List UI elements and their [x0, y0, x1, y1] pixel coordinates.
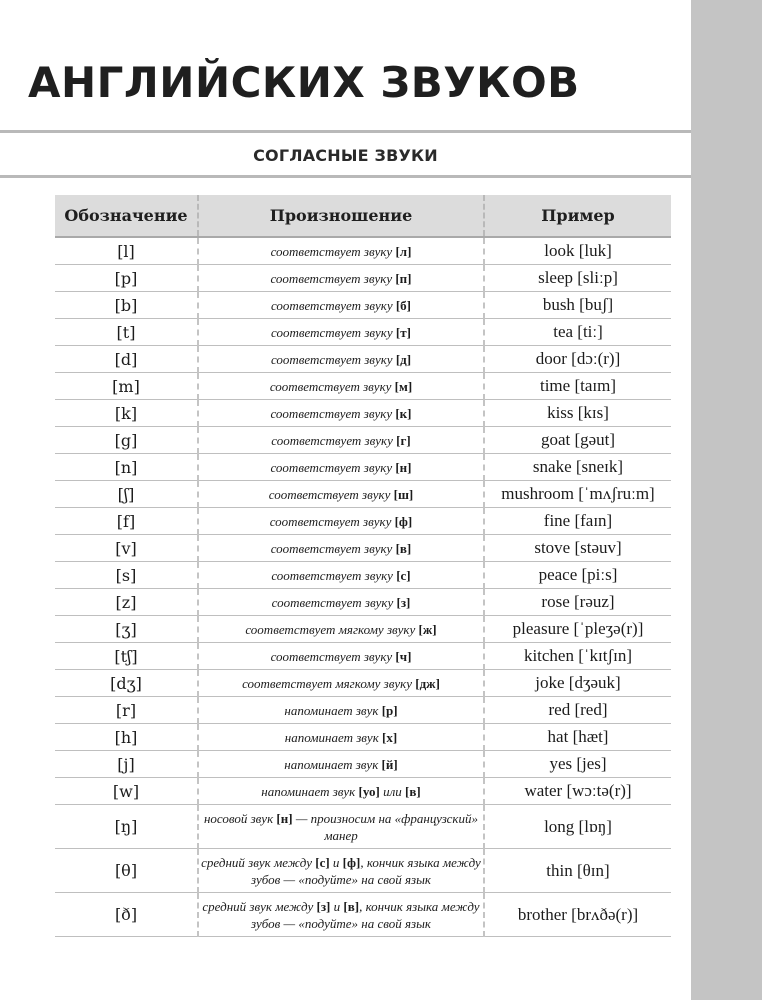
- pronunciation-cell: [198, 454, 484, 481]
- pronunciation-cell: [198, 481, 484, 508]
- sound-symbol: [b]: [55, 292, 198, 319]
- example-word: tea [tiː]: [484, 319, 671, 346]
- pronunciation-russian-sound: [ш]: [393, 486, 414, 502]
- page-title: АНГЛИЙСКИХ ЗВУКОВ: [28, 58, 580, 107]
- pronunciation-cell: [198, 670, 484, 697]
- sound-symbol: [dʒ]: [55, 670, 198, 697]
- example-word: kiss [kɪs]: [484, 400, 671, 427]
- example-word: brother [brʌðə(r)]: [484, 893, 671, 937]
- pronunciation-text: соответствует звуку: [269, 513, 395, 529]
- pronunciation-russian-sound: [дж]: [415, 675, 440, 691]
- pronunciation-cell: [198, 292, 484, 319]
- pronunciation-russian-sound: [в]: [395, 540, 412, 556]
- title-divider: [0, 130, 691, 133]
- example-word: time [taɪm]: [484, 373, 671, 400]
- pronunciation-text: средний звук между: [201, 854, 316, 870]
- example-word: mushroom [ˈmʌʃruːm]: [484, 481, 671, 508]
- pronunciation-text: , кончик языка между зубов — «подуйте» на свой язык: [251, 898, 480, 931]
- pronunciation-russian-sound: [м]: [394, 378, 413, 394]
- pronunciation-text: соответствует звуку: [271, 432, 397, 448]
- pronunciation-cell: [198, 400, 484, 427]
- pronunciation-russian-sound: [л]: [395, 243, 412, 259]
- sound-symbol: [h]: [55, 724, 198, 751]
- pronunciation-text: соответствует звуку: [270, 540, 396, 556]
- pronunciation-russian-sound: [к]: [395, 405, 412, 421]
- example-word: door [dɔː(r)]: [484, 346, 671, 373]
- sound-symbol: [l]: [55, 237, 198, 265]
- example-word: goat [gəut]: [484, 427, 671, 454]
- table-row: [55, 508, 671, 535]
- pronunciation-text: напоминает звук: [284, 756, 382, 772]
- table-row: [55, 805, 671, 849]
- example-word: long [lɒŋ]: [484, 805, 671, 849]
- example-word: rose [rəuz]: [484, 589, 671, 616]
- pronunciation-cell: [198, 724, 484, 751]
- pronunciation-cell: [198, 893, 484, 937]
- pronunciation-russian-sound: [г]: [396, 432, 411, 448]
- sound-symbol: [n]: [55, 454, 198, 481]
- pronunciation-russian-sound: [н]: [276, 810, 293, 826]
- pronunciation-cell: [198, 237, 484, 265]
- pronunciation-russian-sound: [в]: [343, 898, 360, 914]
- table-row: [55, 346, 671, 373]
- pronunciation-text: соответствует звуку: [270, 459, 396, 475]
- pronunciation-russian-sound: [х]: [382, 729, 398, 745]
- table-row: [55, 616, 671, 643]
- table-row: [55, 778, 671, 805]
- table-row: [55, 535, 671, 562]
- table-row: [55, 697, 671, 724]
- example-word: kitchen [ˈkɪtʃɪn]: [484, 643, 671, 670]
- pronunciation-russian-sound: [б]: [395, 297, 412, 313]
- example-word: peace [piːs]: [484, 562, 671, 589]
- table-row: [55, 562, 671, 589]
- table-row: [55, 849, 671, 893]
- pronunciation-text: соответствует звуку: [269, 378, 395, 394]
- pronunciation-text: соответствует мягкому звуку: [242, 675, 416, 691]
- table-row: [55, 751, 671, 778]
- pronunciation-text: соответствует звуку: [270, 351, 396, 367]
- table-row: [55, 400, 671, 427]
- pronunciation-cell: [198, 427, 484, 454]
- sound-symbol: [j]: [55, 751, 198, 778]
- pronunciation-cell: [198, 346, 484, 373]
- pronunciation-russian-sound: [й]: [381, 756, 398, 772]
- pronunciation-russian-sound: [ф]: [342, 854, 361, 870]
- pronunciation-text: соответствует звуку: [270, 243, 396, 259]
- pronunciation-cell: [198, 535, 484, 562]
- pronunciation-text: соответствует звуку: [271, 567, 397, 583]
- section-divider: [0, 175, 691, 178]
- example-word: bush [buʃ]: [484, 292, 671, 319]
- header-symbol: Обозначение: [55, 195, 198, 237]
- section-title: СОГЛАСНЫЕ ЗВУКИ: [253, 146, 438, 165]
- pronunciation-text: или: [379, 783, 406, 799]
- pronunciation-russian-sound: [в]: [405, 783, 421, 799]
- example-word: red [red]: [484, 697, 671, 724]
- example-word: yes [jes]: [484, 751, 671, 778]
- example-word: look [luk]: [484, 237, 671, 265]
- pronunciation-cell: [198, 589, 484, 616]
- pronunciation-text: , кончик языка между зубов — «подуйте» на свой язык: [251, 854, 481, 887]
- pronunciation-text: и: [329, 854, 343, 870]
- sound-symbol: [θ]: [55, 849, 198, 893]
- pronunciation-russian-sound: [т]: [395, 324, 411, 340]
- pronunciation-russian-sound: [ч]: [395, 648, 412, 664]
- example-word: pleasure [ˈpleʒə(r)]: [484, 616, 671, 643]
- pronunciation-text: соответствует звуку: [268, 486, 394, 502]
- consonant-sounds-table: [55, 195, 671, 937]
- pronunciation-text: средний звук между: [202, 898, 317, 914]
- pronunciation-text: соответствует звуку: [271, 324, 396, 340]
- pronunciation-cell: [198, 805, 484, 849]
- example-word: stove [stəuv]: [484, 535, 671, 562]
- pronunciation-russian-sound: [уо]: [358, 783, 380, 799]
- sound-symbol: [z]: [55, 589, 198, 616]
- sound-symbol: [v]: [55, 535, 198, 562]
- table-row: [55, 319, 671, 346]
- pronunciation-text: напоминает звук: [284, 702, 382, 718]
- table-row: [55, 265, 671, 292]
- table-row: [55, 589, 671, 616]
- pronunciation-russian-sound: [з]: [396, 594, 411, 610]
- example-word: joke [dʒəuk]: [484, 670, 671, 697]
- pronunciation-text: напоминает звук: [261, 783, 359, 799]
- table-row: [55, 292, 671, 319]
- pronunciation-russian-sound: [ж]: [418, 621, 437, 637]
- pronunciation-text: соответствует звуку: [270, 270, 396, 286]
- example-word: water [wɔːtə(r)]: [484, 778, 671, 805]
- pronunciation-russian-sound: [с]: [396, 567, 411, 583]
- pronunciation-cell: [198, 751, 484, 778]
- pronunciation-cell: [198, 508, 484, 535]
- pronunciation-russian-sound: [р]: [381, 702, 398, 718]
- example-word: snake [sneɪk]: [484, 454, 671, 481]
- table-header-row: [55, 195, 671, 237]
- sound-symbol: [d]: [55, 346, 198, 373]
- table-row: [55, 454, 671, 481]
- table-row: [55, 724, 671, 751]
- sound-symbol: [r]: [55, 697, 198, 724]
- pronunciation-cell: [198, 849, 484, 893]
- sound-symbol: [ʒ]: [55, 616, 198, 643]
- table-row: [55, 670, 671, 697]
- example-word: sleep [sliːp]: [484, 265, 671, 292]
- pronunciation-text: соответствует звуку: [271, 594, 397, 610]
- table-row: [55, 643, 671, 670]
- header-pronunciation: Произношение: [198, 195, 484, 237]
- pronunciation-cell: [198, 616, 484, 643]
- sound-symbol: [ʃ]: [55, 481, 198, 508]
- pronunciation-text: — произносим на «французский» манер: [292, 810, 479, 843]
- sound-symbol: [s]: [55, 562, 198, 589]
- table-row: [55, 237, 671, 265]
- pronunciation-russian-sound: [ф]: [394, 513, 413, 529]
- pronunciation-cell: [198, 319, 484, 346]
- sound-symbol: [k]: [55, 400, 198, 427]
- pronunciation-text: носовой звук: [203, 810, 277, 826]
- sound-symbol: [w]: [55, 778, 198, 805]
- example-word: fine [faɪn]: [484, 508, 671, 535]
- pronunciation-text: соответствует звуку: [270, 405, 396, 421]
- pronunciation-russian-sound: [н]: [395, 459, 412, 475]
- pronunciation-russian-sound: [д]: [395, 351, 412, 367]
- pronunciation-text: соответствует мягкому звуку: [245, 621, 419, 637]
- sound-symbol: [t]: [55, 319, 198, 346]
- side-strip: [691, 0, 762, 1000]
- sound-symbol: [g]: [55, 427, 198, 454]
- pronunciation-cell: [198, 778, 484, 805]
- pronunciation-russian-sound: [з]: [316, 898, 331, 914]
- table-row: [55, 893, 671, 937]
- sound-symbol: [ŋ]: [55, 805, 198, 849]
- sound-symbol: [ð]: [55, 893, 198, 937]
- pronunciation-cell: [198, 373, 484, 400]
- pronunciation-cell: [198, 643, 484, 670]
- header-example: Пример: [484, 195, 671, 237]
- pronunciation-text: напоминает звук: [284, 729, 383, 745]
- table-row: [55, 481, 671, 508]
- pronunciation-russian-sound: [с]: [315, 854, 330, 870]
- example-word: thin [θɪn]: [484, 849, 671, 893]
- example-word: hat [hæt]: [484, 724, 671, 751]
- table-row: [55, 427, 671, 454]
- pronunciation-cell: [198, 562, 484, 589]
- pronunciation-cell: [198, 697, 484, 724]
- pronunciation-text: соответствует звуку: [270, 648, 396, 664]
- sound-symbol: [m]: [55, 373, 198, 400]
- sound-symbol: [tʃ]: [55, 643, 198, 670]
- pronunciation-cell: [198, 265, 484, 292]
- pronunciation-russian-sound: [п]: [395, 270, 412, 286]
- table-row: [55, 373, 671, 400]
- pronunciation-text: соответствует звуку: [270, 297, 396, 313]
- pronunciation-text: и: [330, 898, 344, 914]
- sound-symbol: [f]: [55, 508, 198, 535]
- sound-symbol: [p]: [55, 265, 198, 292]
